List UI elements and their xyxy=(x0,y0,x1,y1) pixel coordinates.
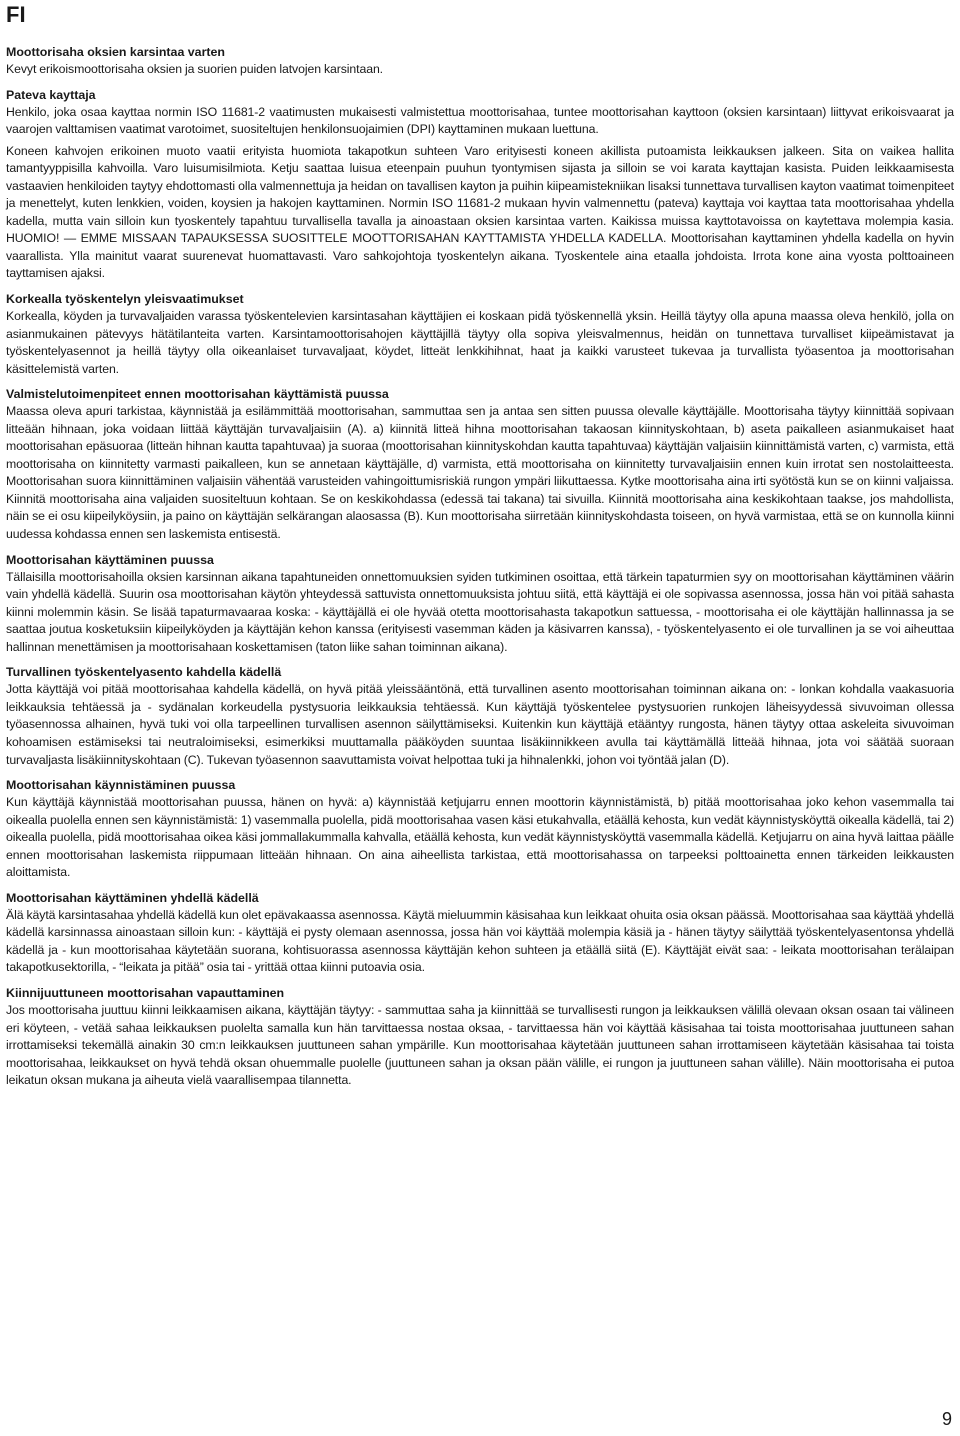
section-heading: Moottorisahan käynnistäminen puussa xyxy=(6,778,236,793)
section-paragraph: Kun käyttäjä käynnistää moottorisahan puussa, hänen on hyvä: a) käynnistää ketjujarru ennen moottorin käynnistämistä, b) pitää moottorisahaa joko kehon vasemmalla tai oikealla puolella ennen sen käynnistämistä: 1) vasemmalla puolella, pidä moottorisahaa vasen käsi etukahvalla, etäällä kehosta, kun vedät käynnistysköyttä oikealla kädellä, tai 2) oikealla puolella, pidä moottorisahaa oikea käsi jommallakummalla kahvalla, etäällä kehosta, kun vedät käynnistysköyttä vasemmalla kädellä. Ketjujarru on aina hyvä laittaa päälle ennen moottorisahan laskemista riippumaan litteään hihnaan. On aina aiheellista tarkistaa, että moottorisahassa on tarpeeksi polttoainetta ennen tärkeiden leikkausten aloittamista. xyxy=(6,795,954,880)
section-heading: Korkealla työskentelyn yleisvaatimukset xyxy=(6,292,244,307)
section-heading: Moottorisaha oksien karsintaa varten xyxy=(6,45,225,59)
section-paragraph: Koneen kahvojen erikoinen muoto vaatii erityista huomiota takapotkun suhteen Varo erityisesti koneen akillista putoamista leikkauksen jalkeen. Sita on vaikea hallita tamantyyppisilla kahvoilla. Varo luisumisilmiota. Ketju saattaa luisua eteenpain puuhun tyontymisen sijasta ja silloin se voi karata kayttajan kasista. Puiden leikkaamisesta vastaavien henkiloiden taytyy ehdottomasti olla valmennettuja ja heidan on tavallisen kayton ja puihin kiipeamistekniikan lisaksi tunnettava turvallisen kayton vaatimat toimenpiteet ja menettelyt, kuten lenkkien, voiden, koysien ja hakojen kayttaminen. Normin ISO 11681-2 mukaan hyvin valmennettu (pateva) kayttaja voi kayttaa tata moottorisahaa yhdella kadella, mutta vain silloin kun tyoskentely tapahtuu turvallisella tavalla ja ainoastaan oksien karsintaa varten. Kaikissa muissa kayttotavoissa on kaytettava molempia kasia. HUOMIO! — EMME MISSAAN TAPAUKSESSA SUOSITTELE MOOTTORISAHAN KAYTTAMISTA YHDELLA KADELLA. Moottorisahan kayttaminen yhdella kadella on hyvin vaarallista. Ylla mainitut vaarat suurenevat huomattavasti. Varo sahkojohtoja tyoskentelyn aikana. Tyoskentele aina etaalla johdoista. Irrota kone aina vyosta polttoaineen tayttamisen ajaksi. xyxy=(6,143,954,281)
section-paragraph: Älä käytä karsintasahaa yhdellä kädellä kun olet epävakaassa asennossa. Käytä mieluummin käsisahaa kun leikkaat ohuita osia oksan päässä. Moottorisahaa saa käyttää yhdellä kädellä karsinnassa ainoastaan silloin kun: - käyttäjä ei pysty olemaan asennossa, jossa hän voi käyttää molempia käsiä ja - hänen täytyy säilyttää työskentelyasentonsa yhdellä kädellä ja - kun moottorisahaa käytetään suorana, kohtisuorassa asennossa käyttäjän kehon suhteen ja etäällä siitä (E). Käyttäjät eivät saa: - leikata moottorisahan terälaipan takapotkusektorilla, - “leikata ja pitää” osia tai - yrittää ottaa kiinni putoavia osia. xyxy=(6,907,954,975)
section-heading: Turvallinen työskentelyasento kahdella kädellä xyxy=(6,665,282,680)
manual-page xyxy=(6,0,954,1098)
language-code: FI xyxy=(6,2,26,27)
section-paragraph: Jotta käyttäjä voi pitää moottorisahaa kahdella kädellä, on hyvä pitää yleissääntönä, että turvallinen asento moottorisahan toiminnan aikana on: - lonkan kohdalla vaakasuoria leikkauksia tehtäessä ja - sydänalan korkeudella pystysuoria leikkauksia tehtäessä. Kun käyttäjä työskentelee pystysuorien runkojen läheisyydessä sivuvoiman ollessa työasennossa alhainen, hyvä tuki voi olla tarpeellinen turvallisen asennon säilyttämiseksi. Kuitenkin kun käyttäjä etääntyy rungosta, hänen täytyy ottaa askeleita sivuvoiman kohoamisen estämiseksi tai neutraloimiseksi, esimerkiksi muuttamalla pääköyden suuntaa lisäkiinnikkeen avulla tai käyttämällä litteää hihnaa, jota voi säätää suoraan turvavaljasta lisäkiinnityskohtaan (C). Tukevan työasennon saavuttamista voivat helpottaa tuki ja hihnalenkki, johon voi työntää jalan (D). xyxy=(6,682,954,767)
section-working-at-height xyxy=(6,291,954,378)
section-preparation xyxy=(6,386,954,543)
section-two-hand-position xyxy=(6,664,954,769)
section-paragraph: Henkilo, joka osaa kayttaa normin ISO 11681-2 vaatimusten mukaisesti valmistettua moottorisahaa, tuntee moottorisahan kayttoon (oksien karsintaan) liittyvat erikoisvaarat ja vaarojen valttamisen vaatimat varotoimet, suositeltujen henkilonsuojaimien (DPI) kayttaminen mukaan luettuna. xyxy=(6,104,954,137)
section-paragraph: Tällaisilla moottorisahoilla oksien karsinnan aikana tapahtuneiden onnettomuuksien syiden tutkiminen osoittaa, että tärkein tapaturmien syy on moottorisahan käyttäminen väärin vain yhdellä kädellä. Suurin osa moottorisahan käytön yhteydessä sattuvista onnettomuuksista johtuu siitä, että käyttäjä ei ole sopivassa asennossa, jossa hän voi pitää sahasta kiinni molemmin käsin. Se lisää tapaturmavaaraa koska: - käyttäjällä ei ole hyvää otetta moottorisahasta takapotkun sattuessa, - moottorisaha ei ole käyttäjän hallinnassa ja se saattaa joutua kosketuksiin kiipeilyköyden ja käyttäjän kehon kanssa (erityisesti vasemman käden ja käsivarren kanssa), - työskentelyasento ei ole turvallinen ja se voi aiheuttaa hallinnan menettämisen ja moottorisahaan koskettamisen (taton liike sahan toiminnan aikana). xyxy=(6,569,954,654)
section-freeing-stuck-saw xyxy=(6,985,954,1090)
section-one-hand-use xyxy=(6,890,954,977)
section-paragraph: Jos moottorisaha juuttuu kiinni leikkaamisen aikana, käyttäjän täytyy: - sammuttaa saha ja kiinnittää se turvallisesti rungon ja leikkauksen välillä olevaan oksan osaan tai välineen eri köyteen, - vetää sahaa leikkauksen puolelta samalla kun hän tarvittaessa nostaa oksaa, - tarvittaessa hän voi käyttää käsisahaa tai toista moottorisahaa juuttuneen sahan irrottamiseksi tekemällä ainakin 30 cm:n leikkauksen juuttuneen sahan ympärille. Kun moottorisahaa käytetään juuttuneen sahan irrottamiseen käytetään käsisahaa tai toista moottorisahaa, leikkaukset on hyvä tehdä oksan ohuemmalle puolelle (juuttuneen sahan ja oksan pään välille, ei rungon ja juuttuneen sahan välille). Näin moottorisaha ei putoa leikatun oksan mukana ja aiheuta vielä vaarallisempaa tilannetta. xyxy=(6,1002,954,1088)
section-heading: Kiinnijuuttuneen moottorisahan vapauttaminen xyxy=(6,985,285,1000)
section-heading: Valmistelutoimenpiteet ennen moottorisahan käyttämistä puussa xyxy=(6,387,389,402)
page-number: 9 xyxy=(941,1409,952,1429)
section-heading: Pateva kayttaja xyxy=(6,87,96,102)
section-starting-in-tree xyxy=(6,777,954,882)
section-paragraph: Maassa oleva apuri tarkistaa, käynnistää ja esilämmittää moottorisahan, sammuttaa sen ja antaa sen sitten puussa olevalle käyttäjälle. Moottorisaha täytyy kiinnittää sopivaan litteään hihnaan, joka voidaan liittää käyttäjän turvavaljaisiin (A). a) kiinnitä litteä hihna moottorisahan takaosan kiinnityskohtaan, b) aseta paikalleen asianmukaiset haat moottorisahan epäsuoraa (litteän hihnan kautta tapahtuvaa) ja suoraa (moottorisahan kiinnityskohdan kautta tapahtuvaa) käyttäjän valjaisiin kiinnittämistä varten, c) varmista, että moottorisaha on kiinnitetty varmasti paikalleen, kun se annetaan käyttäjälle, d) varmista, että moottorisaha on kiinnitetty turvavaljaisiin ennen kuin irrotat sen nostolaitteesta. Moottorisahan suora kiinnittäminen valjaisiin vähentää varusteiden vahingoittumisriskiä rungon ympäri liikuttaessa. Kytke moottorisaha aina irti syötöstä kun se on kiinni valjaissa. Kiinnitä moottorisaha aina valjaiden suositeltuun kohtaan. Se on keskikohdassa (edessä tai takana) tai sivuilla. Kiinnitä moottorisaha aina keskikohtaan taakse, jos mahdollista, näin se ei osu kiipeilyköysiin, ja paino on käyttäjän selkärangan alaosassa (B). Kun moottorisaha siirretään kiinnityskohdasta toiseen, on hyvä varmistaa, että se on kunnolla kiinni uudessa kohdassa ennen sen laskemista entisestä. xyxy=(6,404,954,542)
section-heading: Moottorisahan käyttäminen puussa xyxy=(6,552,214,567)
section-use-in-tree xyxy=(6,552,954,657)
section-paragraph: Korkealla, köyden ja turvavaljaiden varassa työskentelevien karsintasahan käyttäjien ei koskaan pidä työskennellä yksin. Heillä täytyy olla apuna maassa oleva henkilö, jolla on asianmukainen pätevyys hätätilanteita varten. Karsintamoottorisahojen käyttäjillä täytyy olla sopiva yleisvalmennus, heidän on tunnettava turvalliset kiipeämistavat ja työskentelyasennot ja heillä täytyy olla oikeanlaiset turvavaljaat, köydet, litteät lenkkihihnat, haat ja kaikki varusteet tukevaa ja turvallista työasentoa ja moottorisahan käsittelemistä varten. xyxy=(6,309,954,376)
section-paragraph: Kevyt erikoismoottorisaha oksien ja suorien puiden latvojen karsintaan. xyxy=(6,62,383,76)
section-pruning-chainsaw xyxy=(6,44,954,79)
section-heading: Moottorisahan käyttäminen yhdellä kädellä xyxy=(6,890,259,905)
section-qualified-user xyxy=(6,87,954,283)
